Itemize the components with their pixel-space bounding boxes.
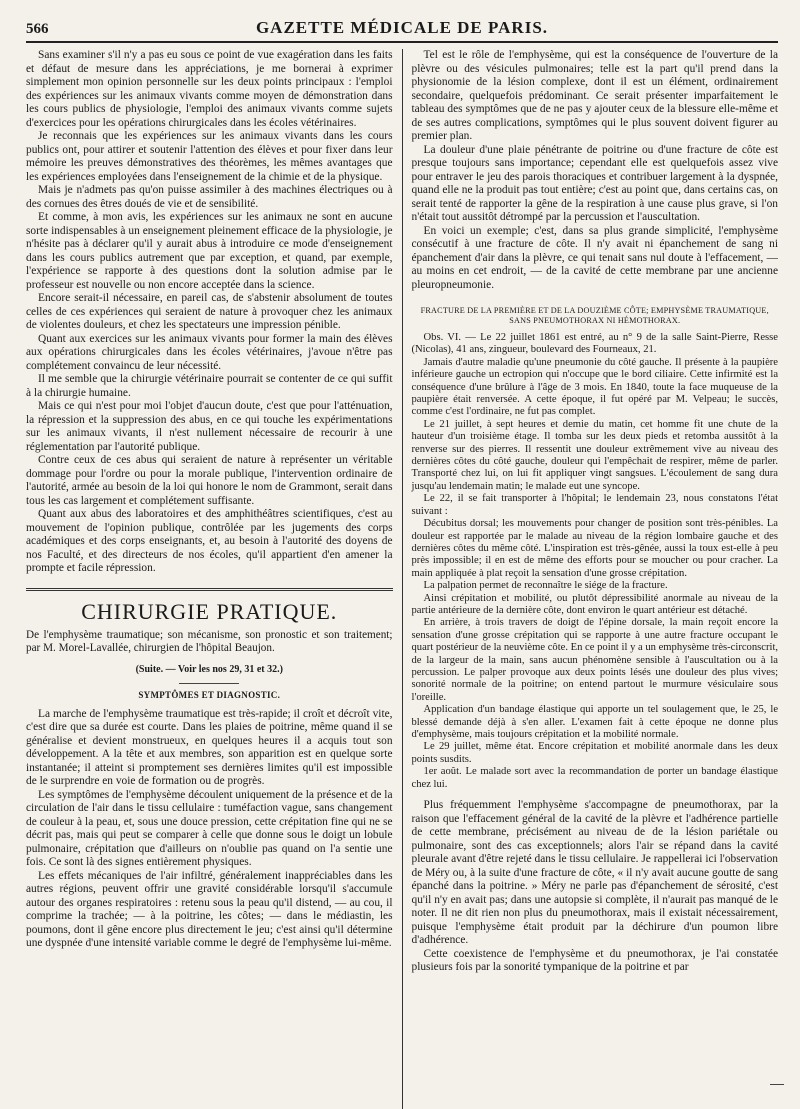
paragraph: Plus fréquemment l'emphysème s'accompagne de pneumothorax, par la raison que l'effacement général de la cavité de la plèvre et l'adhérence partielle de cette membrane, précisément au niveau de de la lésion pariétale ou pulmonaire, sont des cas exceptionnels; alors l'air se répand dans la cavité pleurale avant d'être rejeté dans le tissu cellulaire. Je rappellerai ici l'observation de Méry ou, à la suite d'une fracture de côte, « il n'y avait aucune goutte de sang épanché dans la poitrine. » Méry ne parle pas d'épanchement de sérosité, c'est qu'il n'y en avait pas; dans une autopsie si complète, il n'aurait pas manqué de le noter. Il ne dit rien non plus du pneumothorax, mais il existait nécessairement, puisque l'emphysème était produit par la déchirure d'un poumon libre d'adhérence. [411, 799, 779, 947]
section-divider [26, 588, 393, 591]
left-column [26, 49, 402, 1109]
paragraph: Encore serait-il nécessaire, en pareil cas, de s'abstenir absolument de toutes celles de ces expériences qui seraient de nature à provoquer chez les animaux de violentes douleurs, et chez les spectateurs une impression pénible. [26, 292, 393, 331]
paragraph: Les symptômes de l'emphysème découlent uniquement de la présence et de la circulation de l'air dans le tissu cellulaire : tuméfaction vague, sans changement de couleur à la peau, et, sous une douce pression, cette crépitation fine qui ne se décrit pas, mais qui peut se comparer à celle que donne sous le doigt un lobule pulmonaire, crépitation que d'ailleurs on n'oublie pas quand on l'a sentie une fois. Ce sont là des signes entièrement physiques. [26, 788, 393, 868]
continuation-note: (Suite. — Voir les nos 29, 31 et 32.) [135, 663, 283, 675]
paragraph: Sans examiner s'il n'y a pas eu sous ce point de vue exagération dans les faits et défaut de mesure dans les appréciations, je me bornerai à exprimer simplement mon opinion personnelle sur les deux points principaux : l'emploi des expériences sur les animaux vivants comme moyen de démonstration dans les cours publics de physiologie, l'emploi des animaux vivants comme sujets d'exercices pour les opérations chirurgicales dans les écoles vétérinaires. [26, 49, 393, 129]
paragraph: Les effets mécaniques de l'air infiltré, généralement inappréciables dans les autres régions, peuvent offrir une gravité considérable lorsqu'il s'accumule autour des organes respiratoires : retenu sous la peau qu'il distend, — au cou, il comprime la trachée; — à la poitrine, les côtes; — dans le médiastin, les poumons, dont il gêne encore plus directement le jeu; c'est ainsi qu'il détermine une dyspnée d'une intensité variable comme le degré de l'emphysème lui-même. [26, 869, 393, 949]
two-column-body [26, 49, 778, 1109]
paragraph: Décubitus dorsal; les mouvements pour changer de position sont très-pénibles. La douleur est rapportée par le malade au niveau de la région lombaire gauche et des dernières côtes du même côté. L'inspiration est très-gênée, aussi la toux est-elle à peu près impossible; il en est de même des efforts pour se moucher ou pour cracher. La main appliquée à plat reçoit la sensation d'une grosse crépitation. [411, 518, 779, 579]
paragraph: Mais ce qui n'est pour moi l'objet d'aucun doute, c'est que pour l'atténuation, la répression et la suppression des abus, en ce qui touche les expérimentations sur les animaux vivants, il n'est nullement nécessaire de recourir à une réglementation par l'autorité publique. [26, 400, 393, 453]
paragraph: Le 22, il se fait transporter à l'hôpital; le lendemain 23, nous constatons l'état suivant : [411, 493, 779, 517]
left-paragraphs [26, 49, 393, 576]
journal-title: GAZETTE MÉDICALE DE PARIS. [255, 18, 549, 37]
page-header [26, 18, 778, 43]
paragraph: Il me semble que la chirurgie vétérinaire pourrait se contenter de ce qui suffit à la chirurgie humaine. [26, 373, 393, 399]
case-observation [412, 332, 779, 791]
paragraph: Mais je n'admets pas qu'on puisse assimiler à des machines électriques ou à des cornues des êtres doués de vie et de sensibilité. [26, 184, 393, 210]
section-title: CHIRURGIE PRATIQUE. [81, 598, 338, 624]
article-subtitle: De l'emphysème traumatique; son mécanisme, son pronostic et son traitement; par M. Morel-Lavallée, chirurgien de l'hôpital Beaujon. [26, 628, 393, 654]
paragraph: Le 29 juillet, même état. Encore crépitation et mobilité anormale dans les deux points susdits. [411, 741, 779, 765]
divider [179, 683, 239, 684]
paragraph: Tel est le rôle de l'emphysème, qui est la conséquence de l'ouverture de la plèvre ou des vésicules pulmonaires; telle est la part qu'il prend dans la physionomie de la lésion complexe, dont il est un élément, ordinairement secondaire, quelquefois prédominant. Ce serait présenter imparfaitement le tableau des symptômes que de ne pas y ajouter ceux de la blessure elle-même et de ses autres complications, symptômes qui le plus souvent doivent figurer au premier plan. [411, 49, 779, 142]
right-column [403, 49, 779, 1109]
paragraph: En voici un exemple; c'est, dans sa plus grande simplicité, l'emphysème consécutif à une fracture de côte. Il n'y avait ni épanchement de sang ni épanchement d'air dans la plèvre, ce qui tenait sans nul doute à l'effacement, — au moins en cet endroit, — de la cavité de cette membrane par une ancienne pleuropneumonie. [411, 224, 779, 291]
paragraph: La marche de l'emphysème traumatique est très-rapide; il croît et décroît vite, c'est dire que sa durée est courte. Dans les plaies de poitrine, même quand il se généralise et devient monstrueux, en quelques heures il a acquis tout son développement. A la tête et aux membres, son apparition est en quelque sorte instantanée; il atteint si promptement ses dernières limites qu'il est impossible de le surprendre en voie de formation ou de progrès. [26, 707, 393, 787]
subheading: SYMPTÔMES ET DIAGNOSTIC. [138, 689, 281, 700]
paragraph: Obs. VI. — Le 22 juillet 1861 est entré, au n° 9 de la salle Saint-Pierre, Resse (Nicolas), 41 ans, zingueur, boulevard des Fourneaux, 21. [411, 332, 779, 356]
margin-mark [770, 1084, 784, 1085]
paragraph: Cette coexistence de l'emphysème et du pneumothorax, je l'ai constatée plusieurs fois par la sonorité tympanique de la poitrine et par [411, 947, 779, 974]
paragraph: Application d'un bandage élastique qui apporte un tel soulagement que, le 25, le blessé demande déjà à s'en aller. L'examen fait à cette époque ne donne plus d'emphysème, mais toujours crépitation et la mobilité normale. [411, 704, 779, 740]
right-paragraphs [412, 49, 779, 292]
paragraph: Quant aux abus des laboratoires et des amphithéâtres scientifiques, c'est au mouvement de l'opinion publique, contrôlée par les jugements des corps académiques et des corps enseignants, et, au besoin à l'autorité des doyens de nos Faculté, et des directeurs de nos écoles, qu'il appartient d'en amener la prompte et facile répression. [26, 508, 393, 574]
paragraph: Contre ceux de ces abus qui seraient de nature à représenter un véritable dommage pour l'ordre ou pour la morale publique, l'intervention ordinaire de l'autorité, armée au besoin de la loi qui honore le nom de Grammont, serait dans tous les cas largement et complétement suffisante. [26, 454, 393, 507]
paragraph: Ainsi crépitation et mobilité, ou plutôt dépressibilité anormale au niveau de la partie antérieure de la dernière côte, dont environ le quart antérieur est détaché. [411, 592, 779, 616]
paragraph: Et comme, à mon avis, les expériences sur les animaux ne sont en aucune sorte indispensables à un enseignement pleinement efficace de la physiologie, je n'hésite pas à déclarer qu'il y aurait abus à introduire ce mode d'enseignement dans les cours publics autrement que par exception, et quand, par exemple, l'expérience se rapporte à des questions dont la solution admise par le professeur est nouvelle ou non encore acceptée dans la science. [26, 211, 393, 291]
page-number: 566 [26, 21, 49, 37]
right-paragraphs-2 [412, 799, 779, 975]
left-paragraphs-2 [26, 708, 393, 951]
paragraph: Quant aux exercices sur les animaux vivants pour former la main des élèves aux opérations chirurgicales dans les écoles vétérinaires, j'avoue n'être pas complétement convaincu de leur nécessité. [26, 332, 393, 372]
paragraph: 1er août. Le malade sort avec la recommandation de porter un bandage élastique chez lui. [411, 766, 779, 790]
case-title: FRACTURE DE LA PREMIÈRE ET DE LA DOUZIÈME CÔTE; EMPHYSÈME TRAUMATIQUE, SANS PNEUMOTHORAX NI HÉMOTHORAX. [420, 306, 769, 325]
paragraph: La palpation permet de reconnaître le siége de la fracture. [423, 580, 668, 592]
paragraph: En arrière, à trois travers de doigt de l'épine dorsale, la main reçoit encore la sensation d'une grosse crépitation qui se rapporte à une autre fracture occupant le quart postérieur de la neuvième côte. En ce point il y a un emphysème très-circonscrit, de la largeur de la main, sans aucun phénomène sensible à l'auscultation ou à la percussion. Le palper provoque aux deux points lésés une douleur des plus vives; sonorité normale de la poitrine; on entend partout le murmure vésiculaire sous l'oreille. [411, 617, 779, 703]
paragraph: Jamais d'autre maladie qu'une pneumonie du côté gauche. Il présente à la paupière inférieure gauche un ectropion qui n'occupe que le bord ciliaire. Cette infirmité est la conséquence d'une brûlure à l'âge de 3 mois. En 1840, toute la face muqueuse de la paupière était renversée. A cette époque, il fut opéré par M. Velpeau; le succès, comme c'est l'ordinaire, ne fut pas complet. [411, 356, 779, 418]
paragraph: Le 21 juillet, à sept heures et demie du matin, cet homme fit une chute de la hauteur d'un troisième étage. Il tomba sur les deux pieds et retomba aussitôt à la renverse sur des pierres. Il ressentit une douleur extrêmement vive au niveau des dernières côtes du côté gauche, douleur qui l'empêchait de respirer, même de parler. Transporté chez lui, on lui fit appliquer vingt sangsues. L'écoulement de sang dura jusqu'au lendemain matin; le malade eut une syncope. [411, 418, 779, 492]
paragraph: La douleur d'une plaie pénétrante de poitrine ou d'une fracture de côte est presque toujours sans importance; cependant elle est quelquefois assez vive pour entraver le jeu des parois thoraciques et contribuer largement à la dyspnée, quand elle ne la produit pas tout entière; c'est au point que, dans certains cas, on serait tenté de rapporter la gêne de la respiration à une cause plus grave, si l'on n'était tout aussitôt détrompé par la percussion et l'auscultation. [411, 143, 779, 223]
paragraph: Je reconnais que les expériences sur les animaux vivants dans les cours publics ont, pour attirer et soutenir l'attention des élèves et pour fixer dans leur mémoire les preuves démonstratives des théorèmes, les mêmes avantages que les expériences employées dans l'enseignement de la chimie et de la physique. [26, 130, 393, 183]
